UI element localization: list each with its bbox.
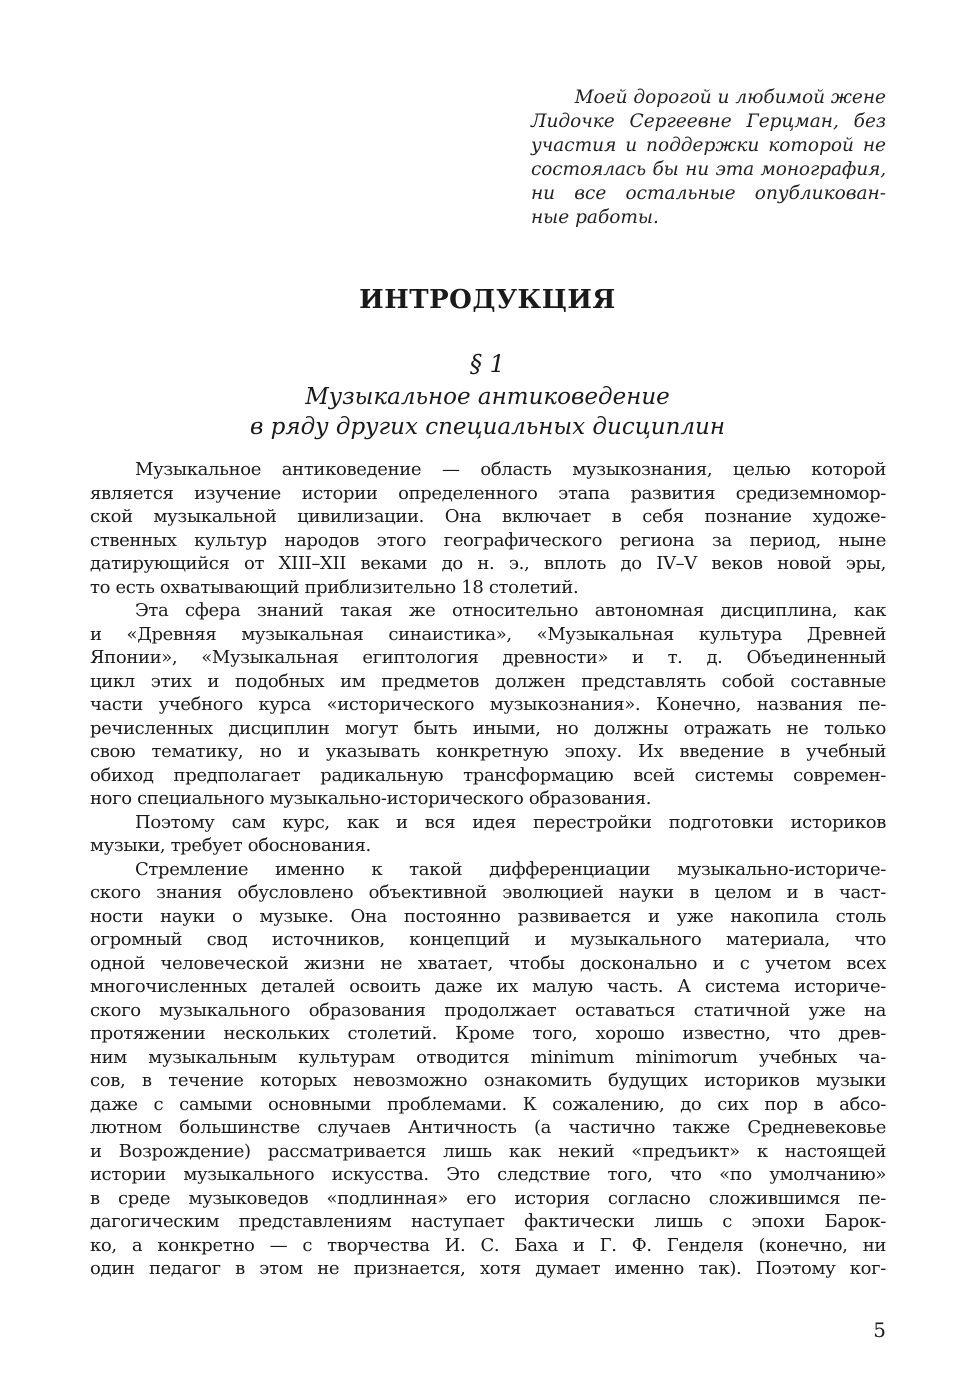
- dedication-line: Моей дорогой и любимой жене: [574, 87, 886, 108]
- paragraph-line: Музыкальное антиковедение — область музыкознания, целью которой: [135, 459, 886, 480]
- paragraph-line: части учебного курса «исторического музыкознания». Конечно, названия пе-: [90, 694, 886, 715]
- paragraph-line: и Возрождение) рассматривается лишь как некий «предъикт» к настоящей: [90, 1140, 886, 1162]
- section-title: [0, 382, 975, 442]
- paragraph-line: обиход предполагает радикальную трансформацию всей системы современ-: [90, 764, 886, 786]
- dedication-epigraph: [531, 86, 886, 230]
- paragraph-line: Японии», «Музыкальная египтология древности» и т. д. Объединенный: [90, 647, 886, 668]
- dedication-line: участия и поддержки которой не: [531, 135, 886, 156]
- paragraph-line: лютном большинстве случаев Античность (а частично также Средневековье: [90, 1117, 886, 1138]
- paragraph-line: то есть охватывающий приблизительно 18 столетий.: [90, 576, 579, 598]
- dedication-line: Лидочке Сергеевне Герцман, без: [531, 111, 886, 132]
- paragraph-line: ко, а конкретно — с творчества И. С. Баха и Г. Ф. Генделя (конечно, ни: [90, 1234, 886, 1256]
- paragraph-line: Эта сфера знаний такая же относительно автономная дисциплина, как: [135, 600, 886, 621]
- dedication-line: состоялась бы ни эта монография,: [531, 159, 886, 180]
- paragraph-line: ского музыкального образования продолжает оставаться статичной уже на: [90, 999, 886, 1021]
- page-number: 5: [873, 1318, 886, 1342]
- paragraph-line: речисленных дисциплин могут быть иными, но должны отражать не только: [90, 717, 886, 739]
- dedication-line: ные работы.: [531, 207, 659, 228]
- paragraph-line: Поэтому сам курс, как и вся идея перестройки подготовки историков: [135, 811, 886, 833]
- paragraph-line: протяжении нескольких столетий. Кроме того, хорошо известно, что древ-: [90, 1023, 886, 1044]
- section-title-line: Музыкальное антиковедение: [305, 384, 670, 410]
- paragraph-line: является изучение истории определенного этапа развития средиземномор-: [90, 482, 886, 504]
- paragraph-line: в среде музыковедов «подлинная» его история согласно сложившимся пе-: [90, 1187, 886, 1209]
- paragraph-line: ской музыкальной цивилизации. Она включает в себя познание художе-: [90, 506, 886, 527]
- paragraph-line: свою тематику, но и указывать конкретную эпоху. Их введение в учебный: [90, 741, 886, 762]
- paragraph-line: огромный свод источников, концепций и музыкального материала, что: [90, 929, 886, 950]
- paragraph-line: одной человеческой жизни не хватает, чтобы досконально и с учетом всех: [90, 952, 886, 974]
- paragraph-line: истории музыкального искусства. Это следствие того, что «по умолчанию»: [90, 1164, 886, 1185]
- paragraph-line: ним музыкальным культурам отводится minimum minimorum учебных ча-: [90, 1046, 886, 1068]
- paragraph-line: один педагог в этом не признается, хотя думает именно так). Поэтому ког-: [90, 1258, 886, 1279]
- paragraph-line: ственных культур народов этого географического региона за период, ныне: [90, 529, 886, 551]
- paragraph-line: датирующийся от XIII–XII веками до н. э., вплоть до IV–V веков новой эры,: [90, 553, 886, 574]
- paragraph-line: многочисленных деталей освоить даже их малую часть. А система историче-: [90, 976, 886, 997]
- chapter-title: ИНТРОДУКЦИЯ: [359, 285, 616, 315]
- section-number: § 1: [470, 350, 505, 378]
- paragraph-line: сов, в течение которых невозможно ознакомить будущих историков музыки: [90, 1070, 886, 1091]
- paragraph-line: Стремление именно к такой дифференциации музыкально-историче-: [135, 858, 886, 880]
- body-text: [90, 458, 886, 1281]
- paragraph-line: ности науки о музыке. Она постоянно развивается и уже накопила столь: [90, 905, 886, 927]
- paragraph-line: и «Древняя музыкальная синаистика», «Музыкальная культура Древней: [90, 623, 886, 645]
- paragraph-line: музыки, требует обоснования.: [90, 835, 371, 856]
- paragraph-line: дагогическим представлениям наступает фактически лишь с эпохи Барок-: [90, 1211, 886, 1232]
- section-title-line: в ряду других специальных дисциплин: [249, 414, 725, 440]
- dedication-line: ни все остальные опубликован-: [531, 183, 886, 204]
- paragraph-line: цикл этих и подобных им предметов должен представлять собой составные: [90, 670, 886, 692]
- paragraph-line: ского знания обусловлено объективной эволюцией науки в целом и в част-: [90, 882, 886, 903]
- paragraph-line: ного специального музыкально-исторического образования.: [90, 788, 652, 809]
- paragraph-line: даже с самыми основными проблемами. К сожалению, до сих пор в абсо-: [90, 1093, 886, 1115]
